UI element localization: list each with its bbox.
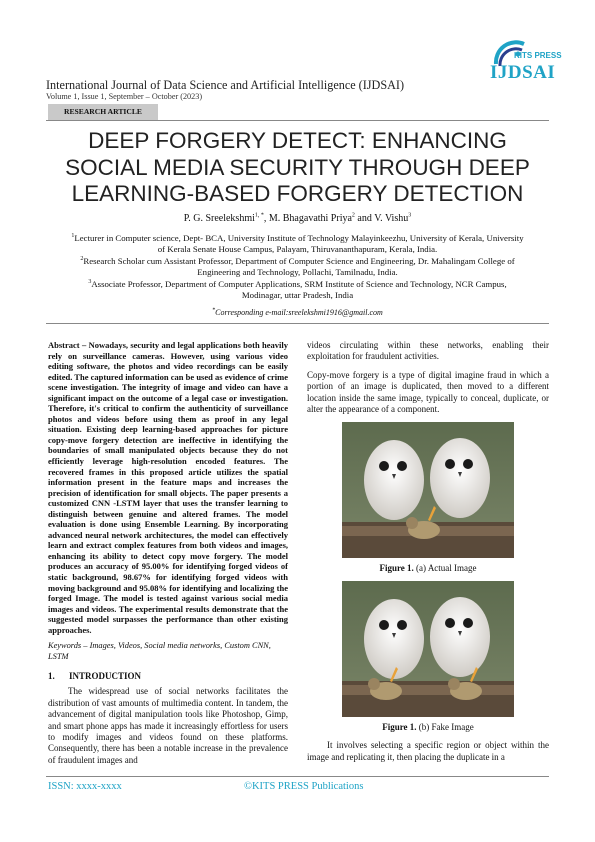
- left-column: [48, 340, 288, 766]
- article-type-tag: RESEARCH ARTICLE: [48, 104, 158, 120]
- logo-sub: KITS PRESS: [514, 51, 562, 60]
- footer-rule: [46, 776, 549, 777]
- affil-num: 2: [80, 256, 84, 263]
- caption-label: Figure 1.: [382, 722, 417, 733]
- author-sup: 2: [351, 212, 355, 219]
- keywords: Keywords – Images, Videos, Social media networks, Custom CNN, LSTM: [48, 641, 271, 661]
- journal-name: International Journal of Data Science and Artificial Intelligence (IJDSAI): [46, 78, 405, 92]
- figure-1a-owl-photo: [342, 422, 514, 558]
- corresponding-email: [40, 308, 555, 317]
- body-paragraph: videos circulating within these networks, enabling their exploitation for fraudulent activities.: [307, 340, 549, 362]
- author-sep: ,: [263, 213, 269, 224]
- body-paragraph: It involves selecting a specific region or object within the image and replicating it, then placing the duplicate in a: [307, 740, 549, 762]
- author-name: V. Vishu: [374, 213, 409, 224]
- author-sup: 1, *: [254, 212, 264, 219]
- section-title: INTRODUCTION: [69, 671, 142, 682]
- caption-part: (b): [418, 722, 430, 733]
- header-rule: [46, 120, 549, 121]
- author-sep: and: [354, 213, 375, 224]
- publisher: ©KITS PRESS Publications: [244, 781, 364, 792]
- volume-info: Volume 1, Issue 1, September – October (2023): [46, 92, 203, 101]
- paper-title: [40, 128, 555, 208]
- author-name: M. Bhagavathi Priya: [268, 213, 352, 224]
- intro-paragraph: The widespread use of social networks facilitates the distribution of vast amounts of multimedia content. In tandem, the advancement of digital manipulation tools like Photoshop, Gimp, and smart phone apps has made it increasingly effortless for users to modify images and videos found on these platforms. Consequently, there has been a notable increase in the prevalence of fraudulent images and: [48, 686, 288, 765]
- affil-text: Lecturer in Computer science, Dept- BCA, University Institute of Technology Malayinkeezhu, University of Kerala, University of Kerala Senate House Campus, Palayam, Thiruvananthapuram, Kerala, India.: [74, 233, 524, 254]
- caption-label: Figure 1.: [379, 563, 414, 574]
- figure-1b-caption: [307, 722, 549, 732]
- figure-1b-owl-photo: [342, 581, 514, 717]
- caption-part: (a): [416, 563, 427, 574]
- caption-text: Fake Image: [431, 722, 474, 733]
- affil-text: Associate Professor, Department of Computer Applications, SRM Institute of Science and Technology, NCR Campus, Modinagar, uttar Pradesh, India: [91, 279, 507, 300]
- figure-1a-caption: [307, 563, 549, 573]
- affiliation-2: [70, 256, 525, 278]
- title-line: DEEP FORGERY DETECT: ENHANCING: [88, 128, 507, 153]
- right-column: [307, 340, 549, 763]
- title-line: LEARNING-BASED FORGERY DETECTION: [71, 181, 524, 206]
- caption-text: Actual Image: [427, 563, 477, 574]
- corr-sup: *: [212, 307, 216, 314]
- divider-rule: [46, 323, 549, 324]
- affiliation-1: [70, 233, 525, 255]
- author-name: P. G. Sreelekshmi: [183, 213, 255, 224]
- affil-num: 3: [88, 279, 92, 286]
- affiliation-3: [70, 279, 525, 301]
- abstract: Abstract – Nowadays, security and legal applications both heavily rely on surveillance cameras. However, using various video editing software, the photos and video recordings can be easily edited. The captured information can be used as evidence of crime scene investigation. The integrity of image and video can have a significant impact on the outcome of a legal case or investigation. Therefore, it's critical to confirm the authenticity of surveillance photos and videos before using them as proof in any legal situation. Existing deep learning-based approaches for picture copy-move forgery detection are ineffective in identifying the boundaries of small manipulated objects because they do not efficiently leverage high-resolution encoded features. The recovered frames in this proposed article utilizes the spatial information present in the feature maps and increases the precision of identification for small objects. The paper presents a customized CNN -LSTM layer that uses the transfer learning to distinguish between genuine and altered frames. The model evaluation is done using Ensemble Learning. By incorporating advanced neural network architectures, the model can effectively learn and extract complex features from both videos and images, enhancing its ability to detect copy move forgery. The model produces an accuracy of 95.00% for identifying forged videos of static background, 98.67% for identifying forged videos with moving background and 95.08% for identifying and localizing the forged Image. The model is tested against various social media images and videos. The experimental results demonstrate that the suggested model surpasses the performance than other existing approaches.: [48, 340, 288, 635]
- corr-text: Corresponding e-mail:sreelekshmi1916@gmail.com: [215, 308, 383, 317]
- title-line: SOCIAL MEDIA SECURITY THROUGH DEEP: [65, 154, 530, 180]
- author-list: [40, 213, 555, 224]
- author-sup: 3: [408, 212, 412, 219]
- section-number: 1.: [48, 671, 55, 682]
- section-heading: [48, 671, 288, 681]
- journal-logo-text: IJDSAI: [490, 62, 556, 83]
- body-paragraph: Copy-move forgery is a type of digital imagine fraud in which a portion of an image is duplicated, then moved to a different location inside the same image, typically to conceal, duplicate, or alter the appearance of a component.: [307, 369, 549, 415]
- affil-text: Research Scholar cum Assistant Professor, Department of Computer Science and Engineering, Dr. Mahalingam College of Engineering and Technology, Pollachi, Tamilnadu, India.: [83, 256, 515, 277]
- affil-num: 1: [71, 233, 75, 240]
- issn: ISSN: xxxx-xxxx: [48, 781, 122, 792]
